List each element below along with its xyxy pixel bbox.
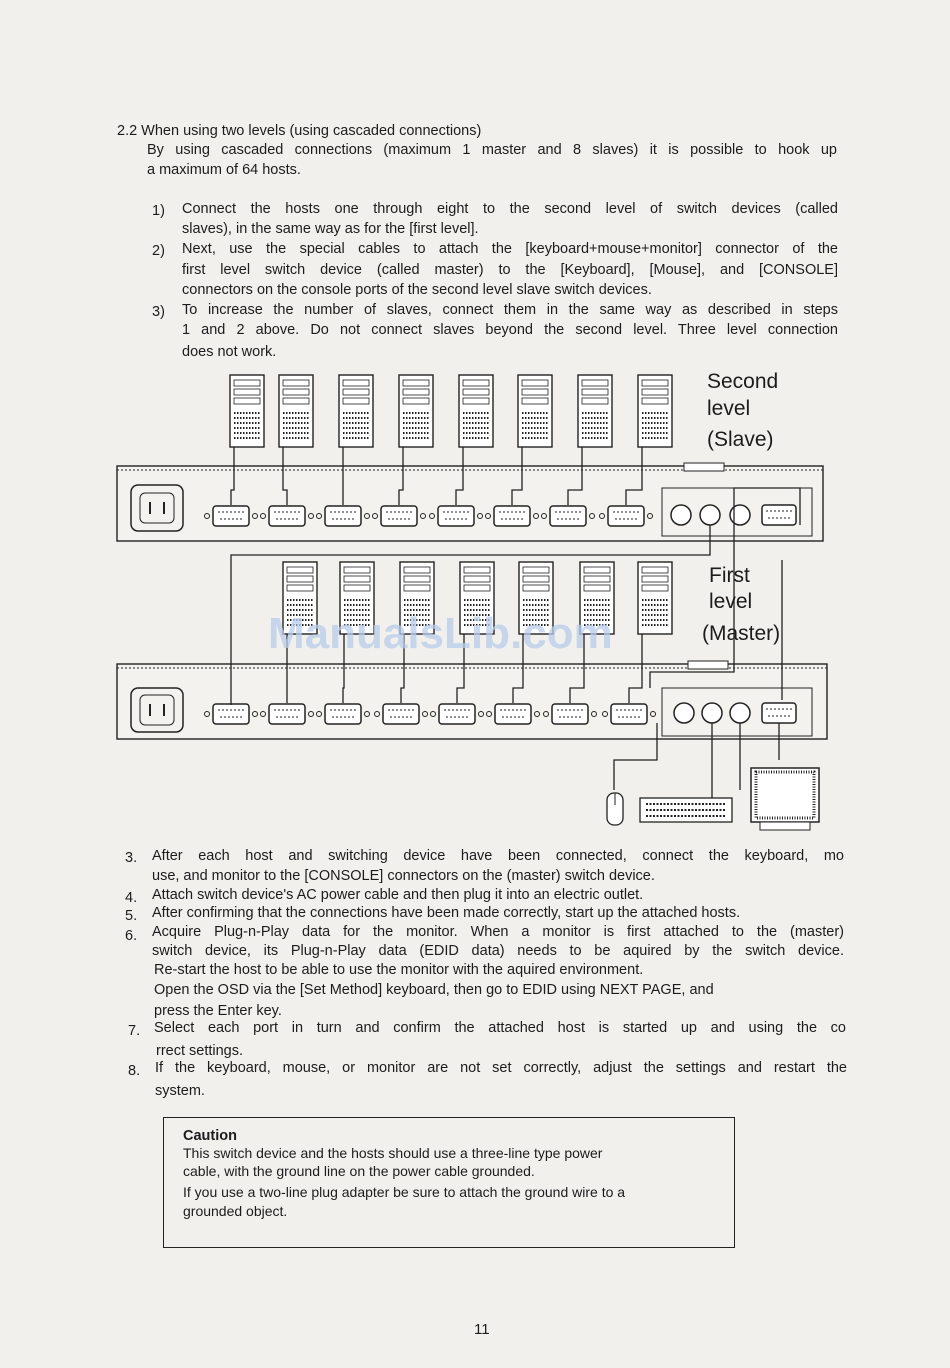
vga-port xyxy=(261,506,314,526)
vga-port xyxy=(205,704,258,724)
watermark: ManualsLib.com xyxy=(268,609,613,658)
svg-text:(Slave): (Slave) xyxy=(707,428,774,451)
step-line: Open the OSD via the [Set Method] keyboard, then go to EDID using NEXT PAGE, and xyxy=(154,982,714,998)
step-line: slaves), in the same way as for the [first level]. xyxy=(182,221,479,237)
step-number: 4. xyxy=(125,890,138,906)
vga-port xyxy=(487,704,540,724)
caution-line: cable, with the ground line on the power cable grounded. xyxy=(183,1163,535,1179)
step-number: 3. xyxy=(125,850,138,866)
svg-text:level: level xyxy=(709,590,753,613)
step-line: Attach switch device's AC power cable and then plug it into an electric outlet. xyxy=(152,887,644,903)
host-computer-icon xyxy=(399,375,433,447)
step-line: If the keyboard, mouse, or monitor are not set correctly, adjust the settings and restart the xyxy=(155,1060,847,1076)
master-switch-device xyxy=(117,661,827,739)
caution-title: Caution xyxy=(183,1128,237,1144)
host-computer-icon xyxy=(638,375,672,447)
vga-port xyxy=(261,704,314,724)
svg-text:level: level xyxy=(707,397,751,420)
host-computer-icon xyxy=(339,375,373,447)
caution-box xyxy=(163,1117,735,1248)
slave-level-label xyxy=(707,370,778,451)
step-line: switch device, its Plug-n-Play data (EDID data) needs to be aquired by the switch device. xyxy=(152,943,844,959)
step-line: first level switch device (called master) to the [Keyboard], [Mouse], and [CONSOLE] xyxy=(182,262,838,278)
step-line: Acquire Plug-n-Play data for the monitor. When a monitor is first attached to the (master) xyxy=(152,924,844,940)
monitor-icon xyxy=(751,768,819,830)
host-computer-icon xyxy=(638,562,672,634)
step-line: connectors on the console ports of the second level slave switch devices. xyxy=(182,282,652,298)
caution-line: If you use a two-line plug adapter be sure to attach the ground wire to a xyxy=(183,1184,626,1200)
keyboard-icon xyxy=(640,798,732,822)
vga-port xyxy=(373,506,426,526)
step-number: 1) xyxy=(152,203,165,219)
step-number: 6. xyxy=(125,928,138,944)
step-line: To increase the number of slaves, connect them in the same way as described in steps xyxy=(182,302,838,318)
vga-port xyxy=(375,704,428,724)
step-line: rrect settings. xyxy=(156,1043,244,1059)
step-line: system. xyxy=(155,1083,205,1099)
vga-port xyxy=(486,506,539,526)
master-level-label xyxy=(702,564,780,645)
step-number: 8. xyxy=(128,1063,141,1079)
vga-port xyxy=(430,506,483,526)
host-computer-icon xyxy=(578,375,612,447)
page-number: 11 xyxy=(474,1321,490,1338)
step-line: Next, use the special cables to attach the [keyboard+mouse+monitor] connector of the xyxy=(182,241,838,257)
step-number: 7. xyxy=(128,1023,141,1039)
cascade-connection-diagram xyxy=(110,365,840,835)
step-line: After each host and switching device have been connected, connect the keyboard, mo xyxy=(152,848,844,864)
vga-port xyxy=(544,704,597,724)
host-computer-icon xyxy=(518,375,552,447)
step-number: 3) xyxy=(152,304,165,320)
step-line: 1 and 2 above. Do not connect slaves beyond the second level. Three level connection xyxy=(182,322,838,338)
host-computer-icon xyxy=(279,375,313,447)
step-line: Select each port in turn and confirm the attached host is started up and using the co xyxy=(154,1020,846,1036)
step-line: press the Enter key. xyxy=(154,1003,282,1019)
step-line: use, and monitor to the [CONSOLE] connectors on the (master) switch device. xyxy=(152,868,655,884)
svg-text:First: First xyxy=(709,564,750,587)
caution-line: grounded object. xyxy=(183,1203,288,1219)
vga-port xyxy=(317,506,370,526)
step-line: Connect the hosts one through eight to the second level of switch devices (called xyxy=(182,201,838,217)
step-line: After confirming that the connections have been made correctly, start up the attached hosts. xyxy=(152,905,741,921)
svg-text:Second: Second xyxy=(707,370,779,393)
host-computer-icon xyxy=(230,375,264,447)
vga-port xyxy=(205,506,258,526)
intro-line: By using cascaded connections (maximum 1 master and 8 slaves) it is possible to hook up xyxy=(147,142,837,158)
step-line: Re-start the host to be able to use the monitor with the aquired environment. xyxy=(154,962,644,978)
caution-line: This switch device and the hosts should use a three-line type power xyxy=(183,1145,603,1161)
step-number: 2) xyxy=(152,243,165,259)
section-heading: 2.2 When using two levels (using cascaded connections) xyxy=(117,123,482,139)
vga-port xyxy=(542,506,595,526)
vga-port xyxy=(600,506,653,526)
step-line: does not work. xyxy=(182,344,277,360)
host-computer-icon xyxy=(459,375,493,447)
slave-switch-device xyxy=(117,463,823,541)
step-number: 5. xyxy=(125,908,138,924)
vga-port xyxy=(431,704,484,724)
mouse-icon xyxy=(607,793,623,825)
vga-port xyxy=(603,704,656,724)
intro-line: a maximum of 64 hosts. xyxy=(147,162,301,178)
vga-port xyxy=(317,704,370,724)
svg-text:(Master): (Master) xyxy=(702,622,781,645)
